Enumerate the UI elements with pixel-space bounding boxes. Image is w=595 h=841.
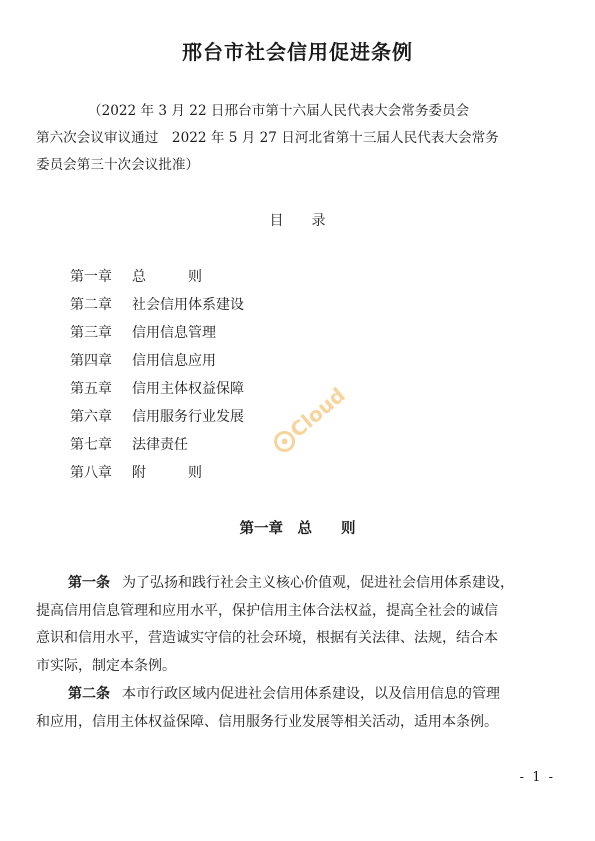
page-number: - 1 - (519, 770, 555, 785)
article-line: 意识和信用水平，营造诚实守信的社会环境，根据有关法律、法规，结合本 (36, 630, 498, 646)
toc-chapter-name: 信用主体权益保障 (132, 381, 244, 397)
article-text: 为了弘扬和践行社会主义核心价值观，促进社会信用体系建设， (122, 575, 514, 591)
cloud-watermark-logo (262, 380, 352, 460)
toc-chapter-name: 信用服务行业发展 (132, 409, 244, 425)
approval-note-line: 第六次会议审议通过 2022 年 5 月 27 日河北省第十三届人民代表大会常务 (36, 130, 499, 146)
toc-chapter-name: 社会信用体系建设 (132, 297, 244, 313)
toc-chapter-name: 信用信息管理 (132, 325, 216, 341)
toc-item (70, 375, 244, 403)
table-of-contents (70, 263, 244, 487)
toc-item (70, 403, 244, 431)
toc-chapter-number: 第六章 (70, 409, 112, 425)
toc-chapter-number: 第三章 (70, 325, 112, 341)
approval-note (36, 98, 566, 179)
document-title: 邢台市社会信用促进条例 (182, 40, 413, 64)
toc-item (70, 347, 244, 375)
toc-chapter-number: 第二章 (70, 297, 112, 313)
watermark-text: Cloud (285, 382, 350, 443)
article-line: 市实际，制定本条例。 (36, 657, 176, 674)
toc-chapter-name: 信用信息应用 (132, 353, 216, 369)
article-text: 本市行政区域内促进社会信用体系建设，以及信用信息的管理 (122, 686, 500, 702)
toc-item (70, 319, 244, 347)
article-1 (36, 570, 561, 680)
article-label: 第二条 (68, 686, 110, 702)
article-line: 和应用，信用主体权益保障、信用服务行业发展等相关活动，适用本条例。 (36, 713, 498, 730)
article-line (36, 570, 561, 598)
toc-chapter-name: 附 则 (132, 465, 216, 481)
toc-chapter-number: 第一章 (70, 269, 112, 285)
toc-item (70, 431, 244, 459)
toc-heading: 目录 (269, 213, 354, 229)
article-line (36, 681, 561, 709)
toc-chapter-name: 总 则 (132, 269, 216, 285)
article-2 (36, 681, 561, 736)
toc-item (70, 291, 244, 319)
approval-note-line: 委员会第三十次会议批准） (36, 157, 200, 173)
toc-chapter-number: 第七章 (70, 437, 112, 453)
toc-chapter-name: 法律责任 (132, 437, 188, 453)
toc-chapter-number: 第八章 (70, 465, 112, 481)
toc-chapter-number: 第四章 (70, 353, 112, 369)
article-line: 提高信用信息管理和应用水平，保护信用主体合法权益，提高全社会的诚信 (36, 602, 498, 619)
article-label: 第一条 (68, 575, 110, 591)
toc-item (70, 459, 244, 487)
toc-item (70, 263, 244, 291)
chapter-heading: 第一章 总 则 (239, 521, 356, 537)
toc-chapter-number: 第五章 (70, 381, 112, 397)
approval-note-line: （2022 年 3 月 22 日邢台市第十六届人民代表大会常务委员会 (88, 103, 470, 119)
